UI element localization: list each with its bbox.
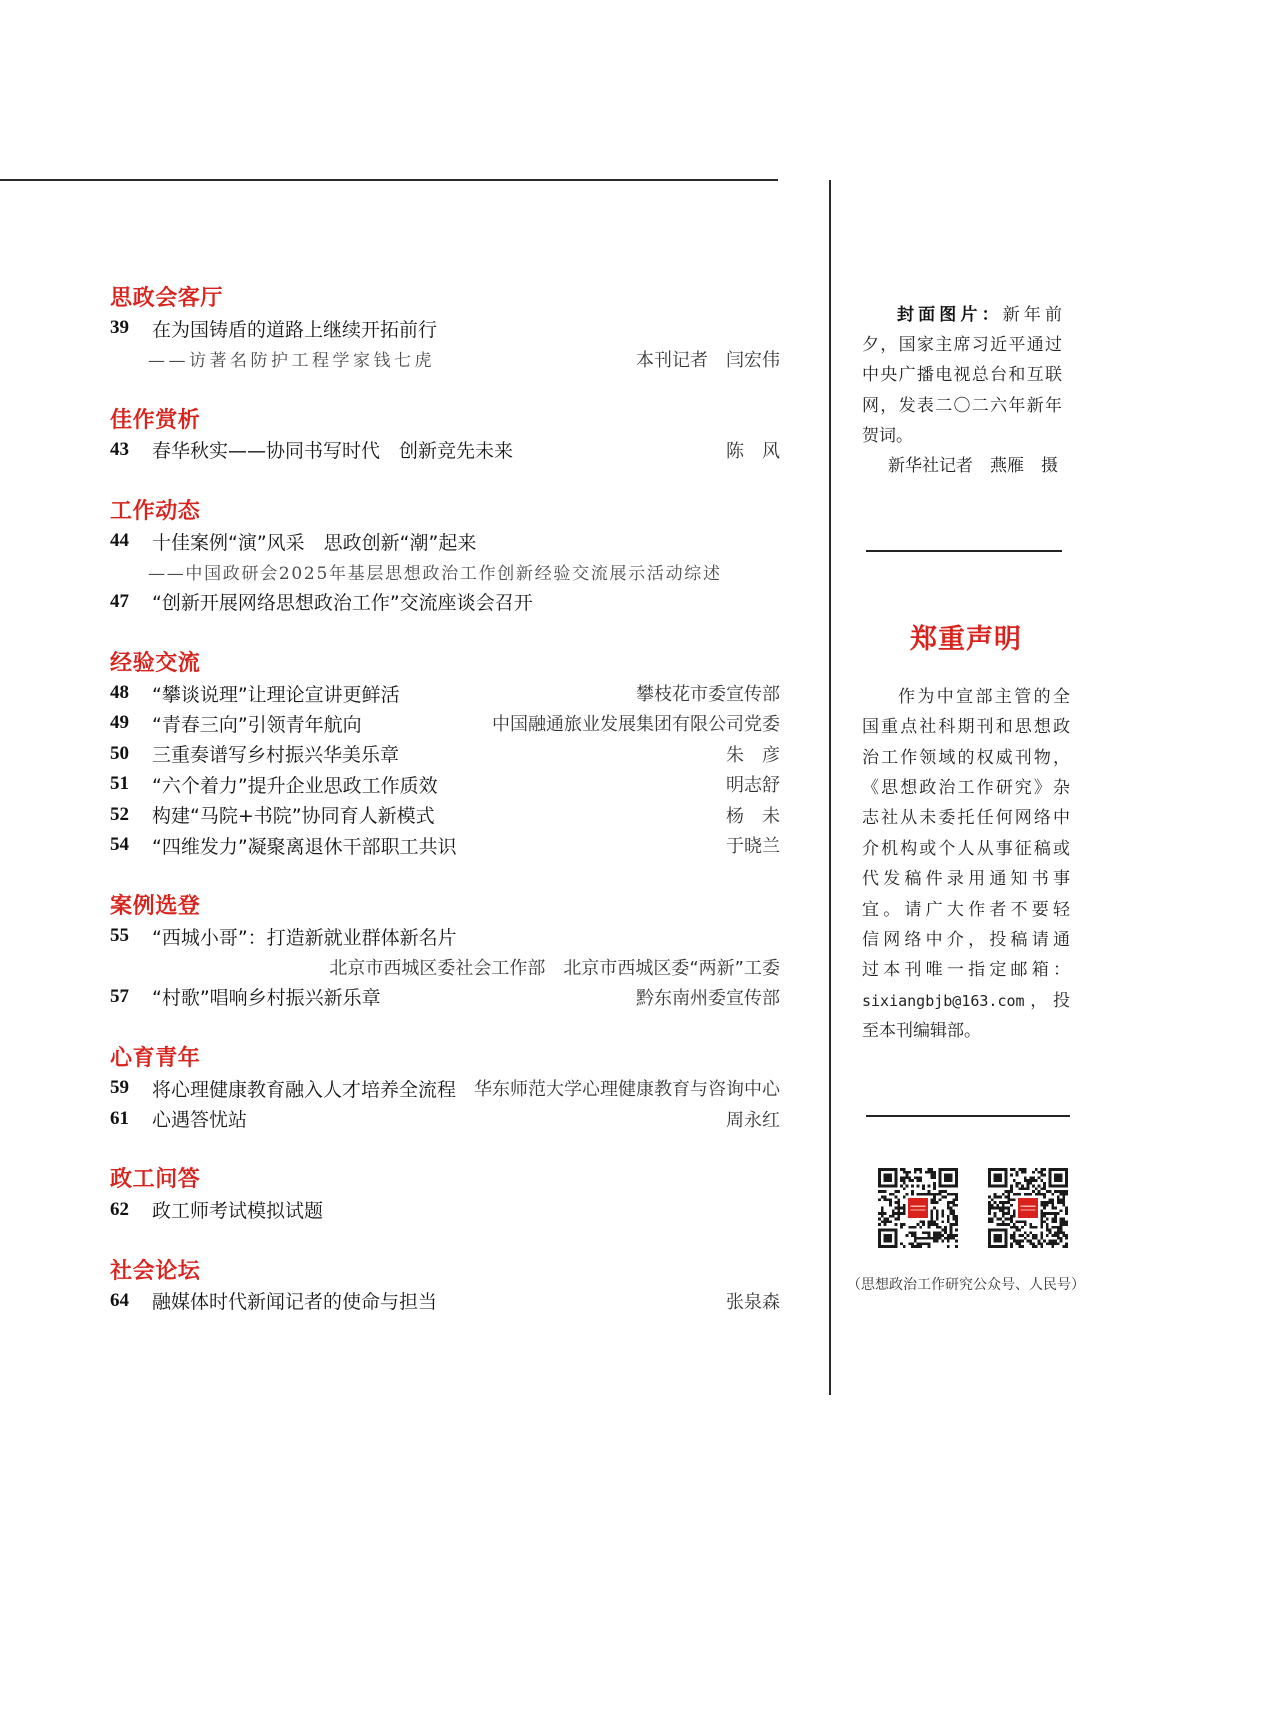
toc-entry [110,982,780,1012]
column-divider [829,180,831,1395]
section-heading: 政工问答 [110,1167,201,1193]
article-author: 本刊记者 闫宏伟 [636,349,780,371]
table-of-contents [110,285,780,1316]
photo-credit: 新华社记者 燕雁 摄 [888,455,1058,476]
statement-line: 国重点社科期刊和思想政 [862,717,1070,738]
statement-title: 郑重声明 [910,624,1022,655]
toc-section [110,650,780,861]
statement-line: 过本刊唯一指定邮箱： [862,960,1070,981]
cover-caption-text: 新年前 [1002,305,1063,325]
article-subtitle: ——中国政研会2025年基层思想政治工作创新经验交流展示活动综述 [148,564,722,584]
toc-entry-subtitle-row [110,556,780,586]
toc-entry [110,313,780,343]
cover-caption-line [862,300,1062,330]
article-author: 周永红 [726,1109,780,1131]
statement-line: 作为中宣部主管的全 [898,686,1070,707]
toc-section [110,1258,780,1317]
page-number: 49 [110,712,129,734]
section-heading: 佳作赏析 [110,407,201,433]
article-title: 十佳案例“演”风采 思政创新“潮”起来 [152,531,477,554]
qr-code-official-account [878,1168,958,1248]
page-number: 57 [110,985,129,1007]
toc-entry [110,1073,780,1103]
page-number: 54 [110,834,129,856]
article-title: “四维发力”凝聚离退休干部职工共识 [152,835,457,858]
article-subtitle: ——访著名防护工程学家钱七虎 [148,351,435,372]
qr-code-graphic [878,1168,958,1248]
article-title: “攀谈说理”让理论宣讲更鲜活 [152,683,400,706]
toc-section [110,893,780,1012]
page-number: 64 [110,1289,129,1311]
article-author: 朱 彦 [726,744,780,766]
statement-line: 信网络中介，投稿请通 [862,929,1070,950]
divider-rule [866,1115,1070,1117]
toc-entry-subtitle-row [110,344,780,374]
article-title: 三重奏谱写乡村振兴华美乐章 [152,744,400,767]
cover-caption-line: 中央广播电视总台和互联 [862,365,1062,386]
cover-photo-caption [862,300,1062,481]
statement-body [862,682,1070,1047]
cover-caption-line: 夕，国家主席习近平通过 [862,335,1062,356]
statement-line: 《思想政治工作研究》杂 [862,777,1070,798]
top-rule [0,179,778,181]
qr-logo-mark [911,1209,926,1210]
toc-entry [110,739,780,769]
cover-caption-label: 封面图片： [897,305,1003,325]
article-author: 黔东南州委宣传部 [636,987,780,1009]
article-title: “村歌”唱响乡村振兴新乐章 [152,987,381,1010]
article-title: “创新开展网络思想政治工作”交流座谈会召开 [152,592,533,615]
toc-section [110,285,780,374]
article-author: 于晓兰 [726,836,780,858]
statement-line: 介机构或个人从事征稿或 [862,838,1070,859]
page-number: 59 [110,1077,129,1099]
cover-caption-line: 贺词。 [862,425,913,446]
page-number: 55 [110,925,129,947]
toc-entry [110,921,780,951]
section-heading: 经验交流 [110,650,201,676]
toc-entry [110,769,780,799]
section-heading: 心育青年 [110,1045,201,1071]
article-title: 构建“马院+书院”协同育人新模式 [152,805,435,828]
qr-center-logo [1018,1198,1038,1218]
qr-center-logo [908,1198,928,1218]
article-author: 华东师范大学心理健康教育与咨询中心 [474,1079,780,1101]
statement-line-tail: ，投 [1024,990,1070,1011]
article-title: “西城小哥”：打造新就业群体新名片 [152,926,457,949]
page-number: 39 [110,317,129,339]
section-heading: 思政会客厅 [110,286,224,311]
section-heading: 案例选登 [110,893,201,919]
qr-caption: （思想政治工作研究公众号、人民号） [847,1277,1085,1293]
toc-section [110,1166,780,1225]
statement-line: 代发稿件录用通知书事 [862,869,1070,890]
qr-code-graphic [988,1168,1068,1248]
statement-line: 志社从未委托任何网络中 [862,808,1070,829]
divider-rule [866,550,1062,552]
article-author: 攀枝花市委宣传部 [636,684,780,706]
toc-section [110,407,780,466]
article-author: 北京市西城区委社会工作部 北京市西城区委“两新”工委 [329,957,780,979]
article-author: 明志舒 [726,775,780,797]
cover-caption-line: 网，发表二〇二六年新年 [862,395,1062,416]
toc-entry [110,1286,780,1316]
article-title: “六个着力”提升企业思政工作质效 [152,774,438,797]
article-author: 中国融通旅业发展集团有限公司党委 [492,714,780,736]
qr-logo-mark [911,1206,926,1207]
page-number: 62 [110,1198,129,1220]
page-number: 52 [110,803,129,825]
article-title: 在为国铸盾的道路上继续开拓前行 [152,318,438,341]
toc-section [110,1045,780,1134]
toc-entry [110,587,780,617]
section-heading: 社会论坛 [110,1258,201,1284]
qr-logo-mark [1021,1209,1036,1210]
toc-entry-author-row [110,951,780,981]
toc-section [110,498,780,617]
toc-entry [110,799,780,829]
page-number: 47 [110,590,129,612]
article-title: 心遇答忧站 [152,1109,248,1132]
qr-logo-mark [1021,1206,1036,1207]
toc-entry [110,708,780,738]
toc-entry [110,830,780,860]
toc-entry [110,526,780,556]
article-title: 融媒体时代新闻记者的使命与担当 [152,1291,438,1314]
toc-entry [110,1103,780,1133]
article-title: 将心理健康教育融入人才培养全流程 [152,1078,457,1101]
submission-email: sixiangbjb@163.com [862,991,1025,1010]
article-title: 春华秋实——协同书写时代 创新竞先未来 [152,440,514,463]
page-number: 61 [110,1107,129,1129]
page-number: 44 [110,530,129,552]
article-author: 陈 风 [726,440,780,462]
statement-line: 宜。请广大作者不要轻 [862,899,1070,920]
article-author: 杨 未 [726,805,780,827]
qr-code-renminhao [988,1168,1068,1248]
article-author: 张泉森 [726,1291,780,1313]
page-number: 48 [110,682,129,704]
article-title: 政工师考试模拟试题 [152,1200,324,1223]
page-number: 43 [110,438,129,460]
section-heading: 工作动态 [110,498,201,524]
statement-line [862,986,1070,1016]
page-number: 50 [110,742,129,764]
statement-line: 治工作领域的权威刊物， [862,747,1070,768]
toc-entry [110,1195,780,1225]
statement-line: 至本刊编辑部。 [862,1021,981,1042]
toc-entry [110,435,780,465]
page-number: 51 [110,773,129,795]
article-title: “青春三向”引领青年航向 [152,713,362,736]
toc-entry [110,678,780,708]
